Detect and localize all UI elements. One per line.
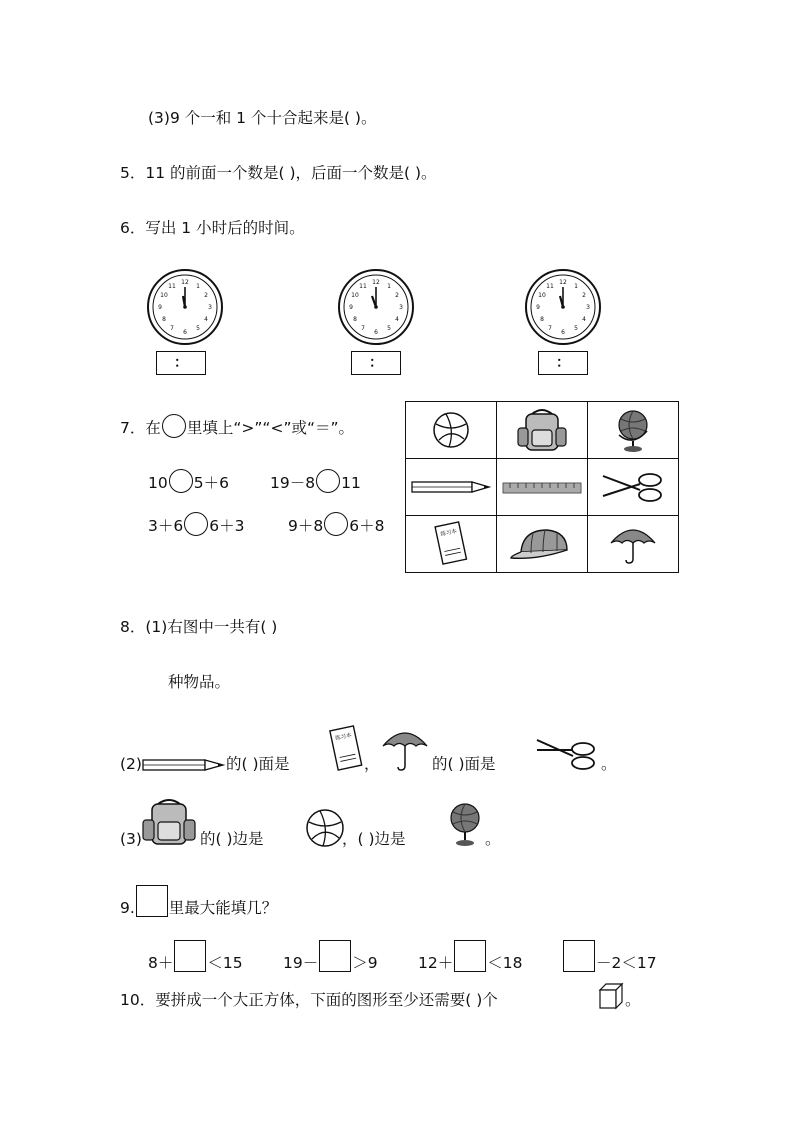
svg-text:11: 11 (546, 283, 554, 290)
question-8-1-cont: 种物品。 (168, 673, 231, 691)
svg-text:7: 7 (548, 325, 552, 332)
svg-text:练习本: 练习本 (440, 528, 458, 538)
backpack-icon (514, 406, 570, 454)
q8-2-text: 的( )面是 (226, 755, 290, 773)
scissors-icon (600, 470, 666, 504)
svg-text:9: 9 (158, 304, 162, 311)
question-10: 10．要拼成一个大正方体，下面的图形至少还需要( )个 (120, 991, 498, 1009)
question-4-3: (3)9 个一和 1 个十合起来是( )。 (148, 109, 377, 127)
grid-cell (588, 402, 679, 459)
q8-2-text: 的( )面是 (432, 755, 496, 773)
svg-text:4: 4 (582, 316, 586, 323)
q8-3-text: ，( )边是 (342, 830, 406, 848)
time-answer-box[interactable]: ： (538, 351, 588, 375)
umbrella-icon (608, 521, 658, 567)
grid-cell (497, 516, 588, 573)
answer-box[interactable] (563, 940, 595, 972)
clock-icon (524, 268, 602, 346)
svg-text:2: 2 (395, 292, 399, 299)
svg-text:6: 6 (561, 329, 565, 336)
svg-text:1: 1 (387, 283, 391, 290)
q7-expression: 3＋6 6＋3 (148, 512, 244, 536)
answer-box[interactable] (454, 940, 486, 972)
question-5: 5．11 的前面一个数是( )，后面一个数是( )。 (120, 164, 437, 182)
q7-expression: 19－8 11 (270, 469, 361, 493)
svg-text:12: 12 (559, 279, 567, 286)
time-answer-box[interactable]: ： (351, 351, 401, 375)
q8-3-text: 的( )边是 (200, 830, 264, 848)
svg-text:9: 9 (536, 304, 540, 311)
q8-3-prefix: (3) (120, 830, 142, 848)
question-9: 9. 里最大能填几？ (120, 885, 277, 918)
question-8-1: 8．(1)右图中一共有( ) (120, 618, 278, 636)
svg-text:1: 1 (196, 283, 200, 290)
cap-icon (507, 526, 577, 562)
svg-text:10: 10 (538, 292, 546, 299)
grid-cell (588, 459, 679, 516)
svg-text:4: 4 (395, 316, 399, 323)
notebook-icon (433, 520, 469, 568)
pencil-icon (141, 756, 225, 774)
q10-end: 。 (625, 991, 641, 1009)
svg-text:10: 10 (351, 292, 359, 299)
svg-text:1: 1 (574, 283, 578, 290)
q8-3-end: 。 (485, 830, 501, 848)
globe-icon (613, 407, 653, 453)
compare-circle[interactable] (162, 414, 186, 438)
svg-text:2: 2 (582, 292, 586, 299)
svg-text:8: 8 (540, 316, 544, 323)
svg-text:5: 5 (196, 325, 200, 332)
pencil-icon (409, 477, 493, 497)
notebook-icon (328, 724, 364, 774)
items-grid (405, 401, 679, 573)
clock-icon (146, 268, 224, 346)
svg-text:8: 8 (353, 316, 357, 323)
grid-cell (588, 516, 679, 573)
compare-circle[interactable] (169, 469, 193, 493)
q9-expression: 12＋ ＜18 (418, 940, 522, 973)
svg-text:11: 11 (359, 283, 367, 290)
compare-circle[interactable] (324, 512, 348, 536)
q9-expression: 19－ ＞9 (283, 940, 378, 973)
svg-text:3: 3 (399, 304, 403, 311)
q7-expression: 9＋8 6＋8 (288, 512, 384, 536)
answer-box[interactable] (319, 940, 351, 972)
grid-cell (406, 402, 497, 459)
time-answer-box[interactable]: ： (156, 351, 206, 375)
cube-icon (598, 982, 624, 1010)
svg-text:6: 6 (374, 329, 378, 336)
backpack-icon (140, 796, 198, 848)
svg-text:2: 2 (204, 292, 208, 299)
q8-2-prefix: (2) (120, 755, 142, 773)
svg-text:5: 5 (387, 325, 391, 332)
svg-text:6: 6 (183, 329, 187, 336)
scissors-icon (535, 736, 599, 772)
svg-text:12: 12 (372, 279, 380, 286)
svg-text:5: 5 (574, 325, 578, 332)
question-7: 7．在 里填上“>”“<”或“＝”。 (120, 414, 354, 438)
answer-box[interactable] (136, 885, 168, 917)
grid-cell (497, 459, 588, 516)
svg-text:3: 3 (208, 304, 212, 311)
svg-text:8: 8 (162, 316, 166, 323)
q7-expression: 10 5＋6 (148, 469, 229, 493)
svg-text:10: 10 (160, 292, 168, 299)
grid-cell (497, 402, 588, 459)
answer-box[interactable] (174, 940, 206, 972)
svg-text:11: 11 (168, 283, 176, 290)
compare-circle[interactable] (184, 512, 208, 536)
svg-text:练习本: 练习本 (334, 732, 353, 742)
svg-text:7: 7 (361, 325, 365, 332)
svg-text:3: 3 (586, 304, 590, 311)
question-6: 6．写出 1 小时后的时间。 (120, 219, 305, 237)
clock-icon (337, 268, 415, 346)
svg-text:7: 7 (170, 325, 174, 332)
grid-cell (406, 459, 497, 516)
q8-2-comma: ， (364, 755, 380, 773)
globe-icon (448, 800, 482, 848)
q9-expression: －2＜17 (562, 940, 657, 973)
basketball-icon (431, 410, 471, 450)
q9-expression: 8＋ ＜15 (148, 940, 243, 973)
grid-cell (406, 516, 497, 573)
svg-text:9: 9 (349, 304, 353, 311)
umbrella-icon (380, 724, 430, 774)
basketball-icon (305, 808, 345, 848)
svg-text:12: 12 (181, 279, 189, 286)
ruler-icon (502, 481, 582, 495)
svg-text:4: 4 (204, 316, 208, 323)
compare-circle[interactable] (316, 469, 340, 493)
q8-2-end: 。 (601, 755, 617, 773)
